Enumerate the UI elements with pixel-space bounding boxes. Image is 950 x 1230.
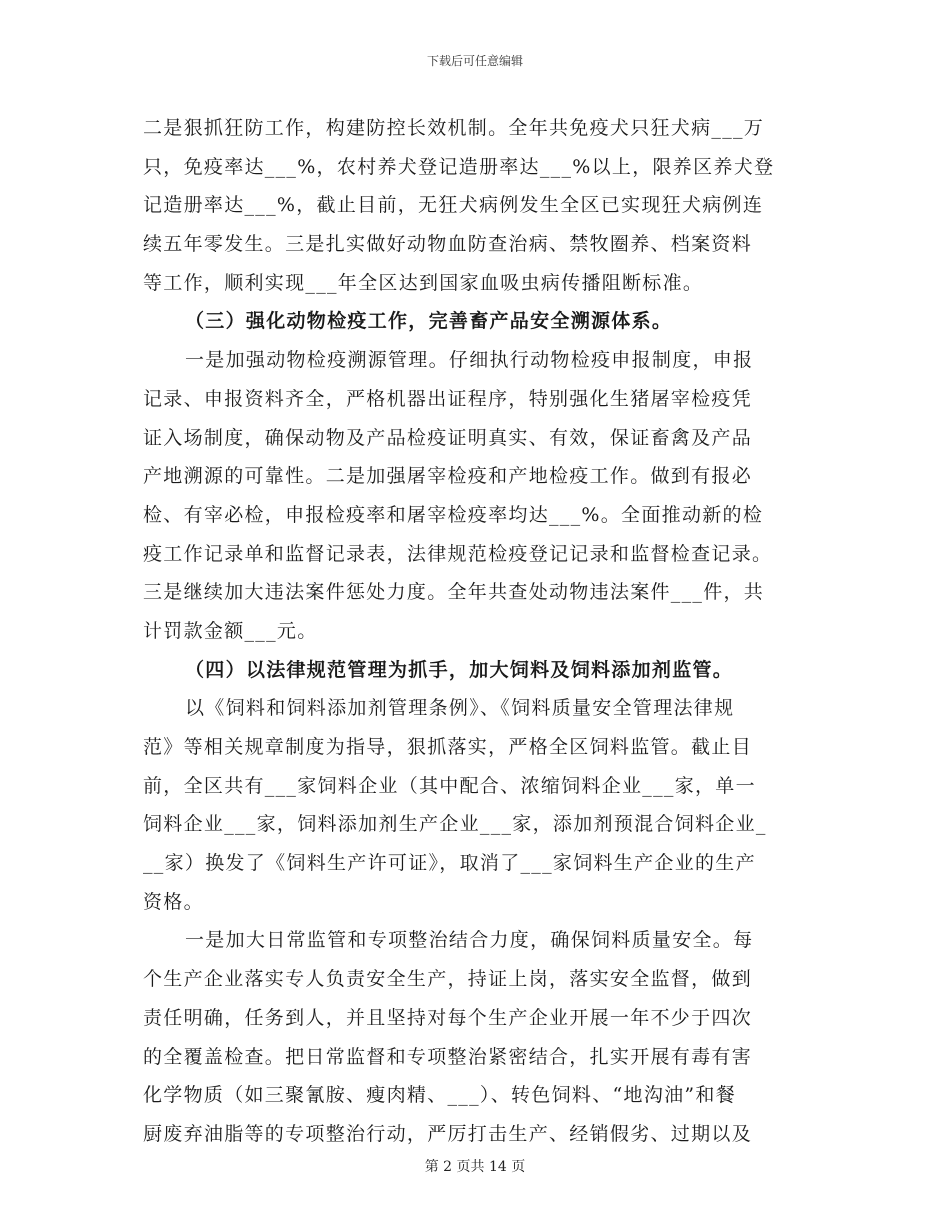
text-line: 疫工作记录单和监督记录表，法律规范检疫登记记录和监督检查记录。: [143, 542, 773, 565]
text-line: 的全覆盖检查。把日常监督和专项整治紧密结合，扎实开展有毒有害: [143, 1045, 753, 1068]
page-header: 下载后可任意编辑: [426, 54, 523, 68]
text-line: 二是狠抓狂防工作，构建防控长效机制。全年共免疫犬只狂犬病___万: [143, 117, 765, 139]
text-line: 等工作，顺利实现___年全区达到国家血吸虫病传播阻断标准。: [143, 271, 704, 294]
text-line: 三是继续加大违法案件惩处力度。全年共查处动物违法案件___件，共: [143, 581, 765, 604]
text-line: 饲料企业___家，饲料添加剂生产企业___家，添加剂预混合饲料企业_: [143, 813, 767, 836]
paragraph-start-line: 以《饲料和饲料添加剂管理条例》、《饲料质量安全管理法律规: [185, 697, 735, 720]
paragraph-start-line: 一是加强动物检疫溯源管理。仔细执行动物检疫申报制度，申报: [185, 349, 754, 372]
section-heading: （四）以法律规范管理为抓手，加大饲料及饲料添加剂监管。: [185, 658, 734, 681]
text-line: 责任明确，任务到人，并且坚持对每个生产企业开展一年不少于四次: [143, 1006, 753, 1029]
paragraph-start-line: 一是加大日常监管和专项整治结合力度，确保饲料质量安全。每: [185, 929, 754, 952]
text-line: 前，全区共有___家饲料企业（其中配合、浓缩饲料企业___家，单一: [143, 774, 756, 797]
text-line: 记录、申报资料齐全，严格机器出证程序，特别强化生猪屠宰检疫凭: [143, 387, 753, 410]
text-line: 厨废弃油脂等的专项整治行动，严厉打击生产、经销假劣、过期以及: [143, 1122, 753, 1145]
text-line: 证入场制度，确保动物及产品检疫证明真实、有效，保证畜禽及产品: [143, 426, 753, 449]
text-line: 计罚款金额___元。: [143, 619, 318, 642]
document-body: [143, 109, 807, 1154]
text-line: 个生产企业落实专人负责安全生产，持证上岗，落实安全监督，做到: [143, 968, 753, 991]
text-line: 只，免疫率达___%，农村养犬登记造册率达___%以上，限养区养犬登: [143, 155, 775, 178]
text-line: 记造册率达___%，截止目前，无狂犬病例发生全区已实现狂犬病例连: [143, 194, 764, 217]
text-line: 资格。: [143, 890, 204, 913]
text-line: 范》等相关规章制度为指导，狠抓落实，严格全区饲料监管。截止目: [143, 736, 753, 758]
section-heading: （三）强化动物检疫工作，完善畜产品安全溯源体系。: [185, 310, 673, 333]
text-line: 检、有宰必检，申报检疫率和屠宰检疫率均达___%。全面推动新的检: [143, 503, 764, 526]
text-line: 产地溯源的可靠性。二是加强屠宰检疫和产地检疫工作。做到有报必: [143, 465, 753, 488]
text-line: 化学物质（如三聚氰胺、瘦肉精、___）、转色饲料、“地沟油”和餐: [143, 1084, 737, 1107]
text-line: 续五年零发生。三是扎实做好动物血防查治病、禁牧圈养、档案资料: [143, 233, 753, 256]
page-number-footer: 第 2 页共 14 页: [424, 1159, 526, 1175]
text-line: __家）换发了《饲料生产许可证》，取消了___家饲料生产企业的生产: [143, 852, 756, 875]
